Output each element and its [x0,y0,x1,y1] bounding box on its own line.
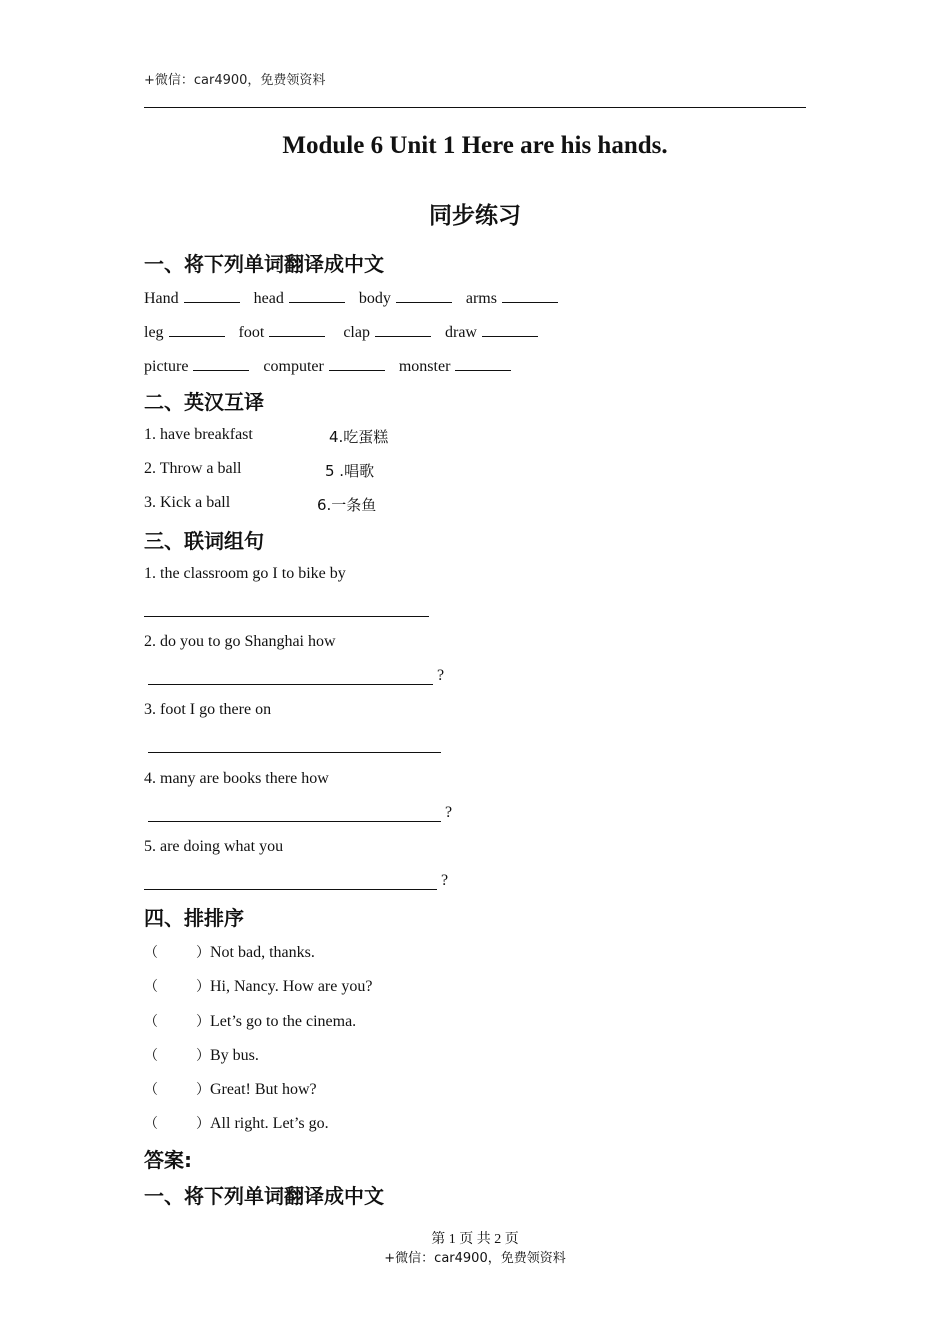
answer-line [144,889,437,890]
answers-heading: 答案: [144,1148,192,1172]
word-label: Hand [144,290,179,307]
phrase-right: 5 .唱歌 [325,462,375,480]
close-paren: ） [196,1082,210,1098]
section4-heading: 四、排排序 [144,906,244,930]
dialogue-line: Great! But how? [210,1081,317,1098]
phrase-left: 1. have breakfast [144,426,253,443]
open-paren: （ [144,1082,158,1098]
close-paren: ） [196,1116,210,1132]
word-row [144,288,558,308]
sentence-prompt: 4. many are books there how [144,770,329,787]
dialogue-line: By bus. [210,1047,259,1064]
open-paren: （ [144,1014,158,1030]
order-item [144,1079,317,1099]
header-rule [144,107,806,108]
order-item [144,1045,259,1065]
answer-blank [289,288,345,303]
question-mark: ? [445,804,453,821]
order-item [144,942,315,962]
page-subtitle: 同步练习 [429,203,521,229]
order-item [144,1113,329,1133]
word-label: monster [398,358,451,375]
close-paren: ） [196,979,210,995]
word-label: computer [263,358,324,375]
close-paren: ） [196,1048,210,1064]
dialogue-line: All right. Let’s go. [210,1115,329,1132]
word-row [144,356,511,376]
question-mark: ? [437,667,445,684]
dialogue-line: Let’s go to the cinema. [210,1013,357,1030]
answer-line [148,684,433,685]
answer-blank [184,288,240,303]
open-paren: （ [144,945,158,961]
open-paren: （ [144,1048,158,1064]
answer-blank [375,322,431,337]
word-label: clap [343,324,370,341]
section2-heading: 二、英汉互译 [144,390,264,414]
answer-line [148,752,441,753]
answer-blank [193,356,249,371]
phrase-left: 3. Kick a ball [144,494,231,511]
open-paren: （ [144,1116,158,1132]
answer-blank [482,322,538,337]
answer-blank [169,322,225,337]
answer-blank [329,356,385,371]
answer-line [144,616,429,617]
word-label: foot [238,324,265,341]
header-watermark: +微信：car4900，免费领资料 [144,73,326,88]
word-label: leg [144,324,164,341]
order-item [144,976,372,996]
dialogue-line: Hi, Nancy. How are you? [210,978,373,995]
phrase-right: 6.一条鱼 [317,496,377,514]
sentence-prompt: 2. do you to go Shanghai how [144,633,336,650]
word-label: draw [444,324,477,341]
sentence-prompt: 5. are doing what you [144,838,284,855]
footer-watermark: +微信：car4900，免费领资料 [384,1251,566,1266]
phrase-left: 2. Throw a ball [144,460,242,477]
page-title: Module 6 Unit 1 Here are his hands. [282,132,668,159]
question-mark: ? [441,872,449,889]
word-label: head [253,290,284,307]
answer-line [148,821,441,822]
answer-blank [396,288,452,303]
page-number: 第 1 页 共 2 页 [431,1232,519,1247]
sentence-prompt: 3. foot I go there on [144,701,272,718]
word-label: arms [465,290,497,307]
close-paren: ） [196,945,210,961]
word-label: body [358,290,391,307]
dialogue-line: Not bad, thanks. [210,944,315,961]
sentence-prompt: 1. the classroom go I to bike by [144,565,346,582]
answer-blank [269,322,325,337]
section1-heading: 一、将下列单词翻译成中文 [144,252,384,276]
word-row [144,322,538,342]
answers-section1-heading: 一、将下列单词翻译成中文 [144,1184,384,1208]
answer-blank [502,288,558,303]
answer-blank [455,356,511,371]
open-paren: （ [144,979,158,995]
word-label: picture [144,358,189,375]
close-paren: ） [196,1014,210,1030]
phrase-right: 4.吃蛋糕 [329,428,389,446]
section3-heading: 三、联词组句 [144,529,264,553]
order-item [144,1011,356,1031]
